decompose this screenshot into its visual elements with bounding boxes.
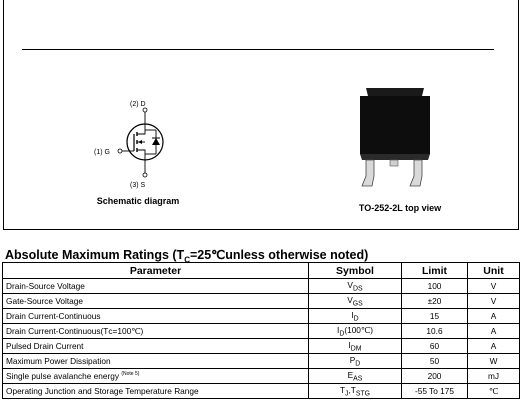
header-symbol: Symbol bbox=[309, 263, 402, 279]
pin-gate-label: (1) G bbox=[94, 149, 110, 156]
unit-cell: W bbox=[468, 354, 520, 369]
symbol-cell: $V_{GS}$ bbox=[309, 294, 402, 309]
table-row bbox=[3, 294, 520, 309]
absolute-max-ratings-table bbox=[2, 262, 520, 399]
limit-cell: 10.6 bbox=[402, 324, 468, 339]
table-row bbox=[3, 279, 520, 294]
unit-cell: V bbox=[468, 294, 520, 309]
divider-line bbox=[22, 49, 494, 50]
table-row bbox=[3, 324, 520, 339]
table-row bbox=[3, 339, 520, 354]
unit-cell: mJ bbox=[468, 369, 520, 384]
parameter-cell: Drain Current-Continuous(Tᴄ=100℃) bbox=[3, 324, 309, 339]
limit-cell: 15 bbox=[402, 309, 468, 324]
unit-cell: A bbox=[468, 309, 520, 324]
mosfet-schematic-icon bbox=[90, 92, 190, 192]
header-unit: Unit bbox=[468, 263, 520, 279]
parameter-cell: Maximum Power Dissipation bbox=[3, 354, 309, 369]
limit-cell: ±20 bbox=[402, 294, 468, 309]
parameter-cell: Pulsed Drain Current bbox=[3, 339, 309, 354]
parameter-cell: Gate-Source Voltage bbox=[3, 294, 309, 309]
symbol-cell: $I_D(100℃)$ bbox=[309, 324, 402, 339]
unit-cell: A bbox=[468, 324, 520, 339]
parameter-cell: Drain Current-Continuous bbox=[3, 309, 309, 324]
section-title: Absolute Maximum Ratings ($T_C=25℃unless$ otherwise noted) bbox=[5, 248, 369, 265]
header-limit: Limit bbox=[402, 263, 468, 279]
header-parameter: Parameter bbox=[3, 263, 309, 279]
table-header-row bbox=[3, 263, 520, 279]
table-row bbox=[3, 369, 520, 384]
symbol-cell: $I_{DM}$ bbox=[309, 339, 402, 354]
unit-cell: ℃ bbox=[468, 384, 520, 399]
schematic-caption: Schematic diagram bbox=[96, 196, 180, 206]
note-reference: (Note 5) bbox=[121, 371, 140, 378]
limit-cell: 60 bbox=[402, 339, 468, 354]
pin-source-label: (3) S bbox=[130, 182, 146, 189]
to252-package-icon bbox=[350, 86, 440, 196]
limit-cell: -55 To 175 bbox=[402, 384, 468, 399]
symbol-cell: $V_{DS}$ bbox=[309, 279, 402, 294]
symbol-cell: $T_J,T_{STG}$ bbox=[309, 384, 402, 399]
symbol-cell: $P_D$ bbox=[309, 354, 402, 369]
unit-cell: A bbox=[468, 339, 520, 354]
pin-drain-label: (2) D bbox=[130, 101, 146, 108]
unit-cell: V bbox=[468, 279, 520, 294]
package-caption: TO-252-2L top view bbox=[358, 203, 442, 213]
limit-cell: 200 bbox=[402, 369, 468, 384]
table-row bbox=[3, 384, 520, 399]
limit-cell: 50 bbox=[402, 354, 468, 369]
parameter-cell: Drain-Source Voltage bbox=[3, 279, 309, 294]
parameter-cell: Operating Junction and Storage Temperature Range bbox=[3, 384, 309, 399]
table-row bbox=[3, 354, 520, 369]
symbol-cell: $I_D$ bbox=[309, 309, 402, 324]
table-row bbox=[3, 309, 520, 324]
limit-cell: 100 bbox=[402, 279, 468, 294]
symbol-cell: $E_{AS}$ bbox=[309, 369, 402, 384]
parameter-cell: Single pulse avalanche energy $^{(Note 5)}$ bbox=[3, 369, 309, 384]
